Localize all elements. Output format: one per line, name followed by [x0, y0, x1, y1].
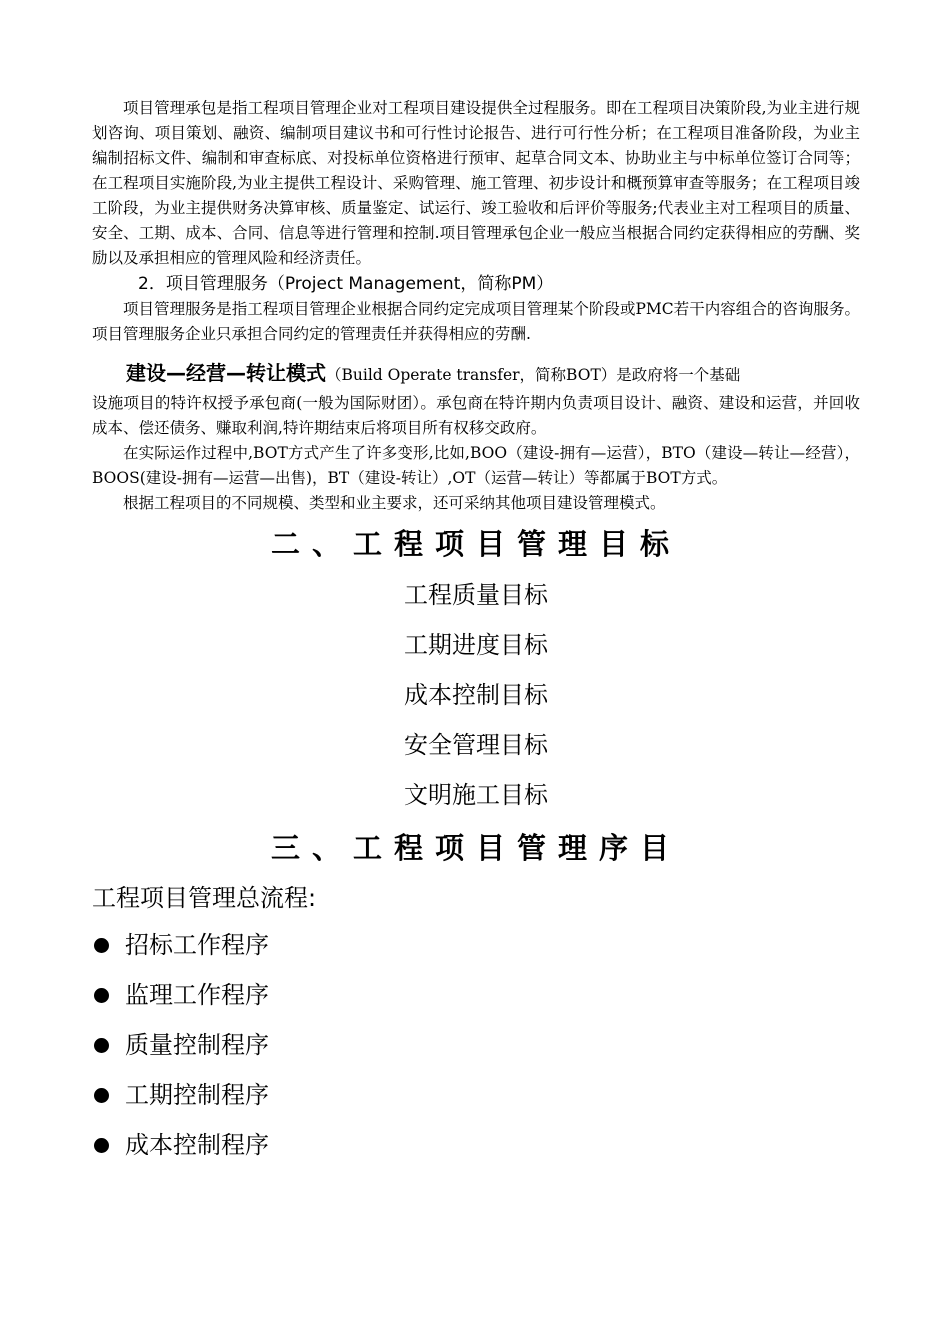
procedure-label: 成本控制程序: [125, 1131, 269, 1159]
pm-service-heading: 2．项目管理服务（Project Management，简称PM）: [138, 274, 554, 294]
goal-item: 工期进度目标: [404, 631, 548, 659]
procedure-item: [92, 920, 860, 970]
procedure-label: 监理工作程序: [125, 981, 269, 1009]
goal-item: 成本控制目标: [404, 681, 548, 709]
bot-term: 建设—经营—转让模式: [126, 361, 326, 385]
bot-first-line: [92, 357, 860, 391]
bot-paragraph: [92, 357, 860, 441]
bot-variants-paragraph: 在实际运作过程中,BOT方式产生了许多变形,比如,BOO（建设-拥有—运营），BTO（建设—转让—经营），BOOS(建设-拥有—运营—出售)，BT（建设-转让）,OT（运营—转让）等都属于BOT方式。: [92, 444, 860, 487]
pm-service-paragraph: 项目管理服务是指工程项目管理企业根据合同约定完成项目管理某个阶段或PMC若干内容组合的咨询服务。项目管理服务企业只承担合同约定的管理责任并获得相应的劳酬.: [92, 300, 860, 343]
bullet-icon: [94, 1088, 109, 1103]
procedure-label: 工期控制程序: [125, 1081, 269, 1109]
procedure-item: [92, 1070, 860, 1120]
section-three-heading: 三、工程项目管理序目: [270, 831, 681, 865]
section-two-heading: 二、工程项目管理目标: [270, 527, 681, 561]
procedure-list: [92, 920, 860, 1170]
bullet-icon: [94, 1138, 109, 1153]
bot-remainder: 设施项目的特许权授予承包商(一般为国际财团）。承包商在特许期内负责项目设计、融资、建设和运营，并回收成本、偿还债务、赚取利润,特许期结束后将项目所有权移交政府。: [92, 394, 860, 437]
flow-title: 工程项目管理总流程:: [92, 884, 317, 912]
goal-list: [92, 570, 860, 820]
procedure-item: [92, 970, 860, 1020]
procedure-item: [92, 1020, 860, 1070]
bullet-icon: [94, 988, 109, 1003]
bot-first-line-text: （Build Operate transfer，简称BOT）是政府将一个基础: [326, 366, 741, 384]
procedure-label: 质量控制程序: [125, 1031, 269, 1059]
document-page: [92, 96, 860, 1170]
bullet-icon: [94, 1038, 109, 1053]
goal-item: 安全管理目标: [404, 731, 548, 759]
goal-item: 文明施工目标: [404, 781, 548, 809]
procedure-label: 招标工作程序: [125, 931, 269, 959]
other-modes-paragraph: 根据工程项目的不同规模、类型和业主要求，还可采纳其他项目建设管理模式。: [123, 494, 666, 512]
bullet-icon: [94, 938, 109, 953]
procedure-item: [92, 1120, 860, 1170]
pm-contracting-paragraph: 项目管理承包是指工程项目管理企业对工程项目建设提供全过程服务。即在工程项目决策阶段,为业主进行规划咨询、项目策划、融资、编制项目建议书和可行性讨论报告、进行可行性分析；在工程项目准备阶段，为业主编制招标文件、编制和审查标底、对投标单位资格进行预审、起草合同文本、协助业主与中标单位签订合同等；在工程项目实施阶段,为业主提供工程设计、采购管理、施工管理、初步设计和概预算审查等服务；在工程项目竣工阶段，为业主提供财务决算审核、质量鉴定、试运行、竣工验收和后评价等服务;代表业主对工程项目的质量、安全、工期、成本、合同、信息等进行管理和控制.项目管理承包企业一般应当根据合同约定获得相应的劳酬、奖励以及承担相应的管理风险和经济责任。: [92, 99, 860, 267]
goal-item: 工程质量目标: [404, 581, 548, 609]
